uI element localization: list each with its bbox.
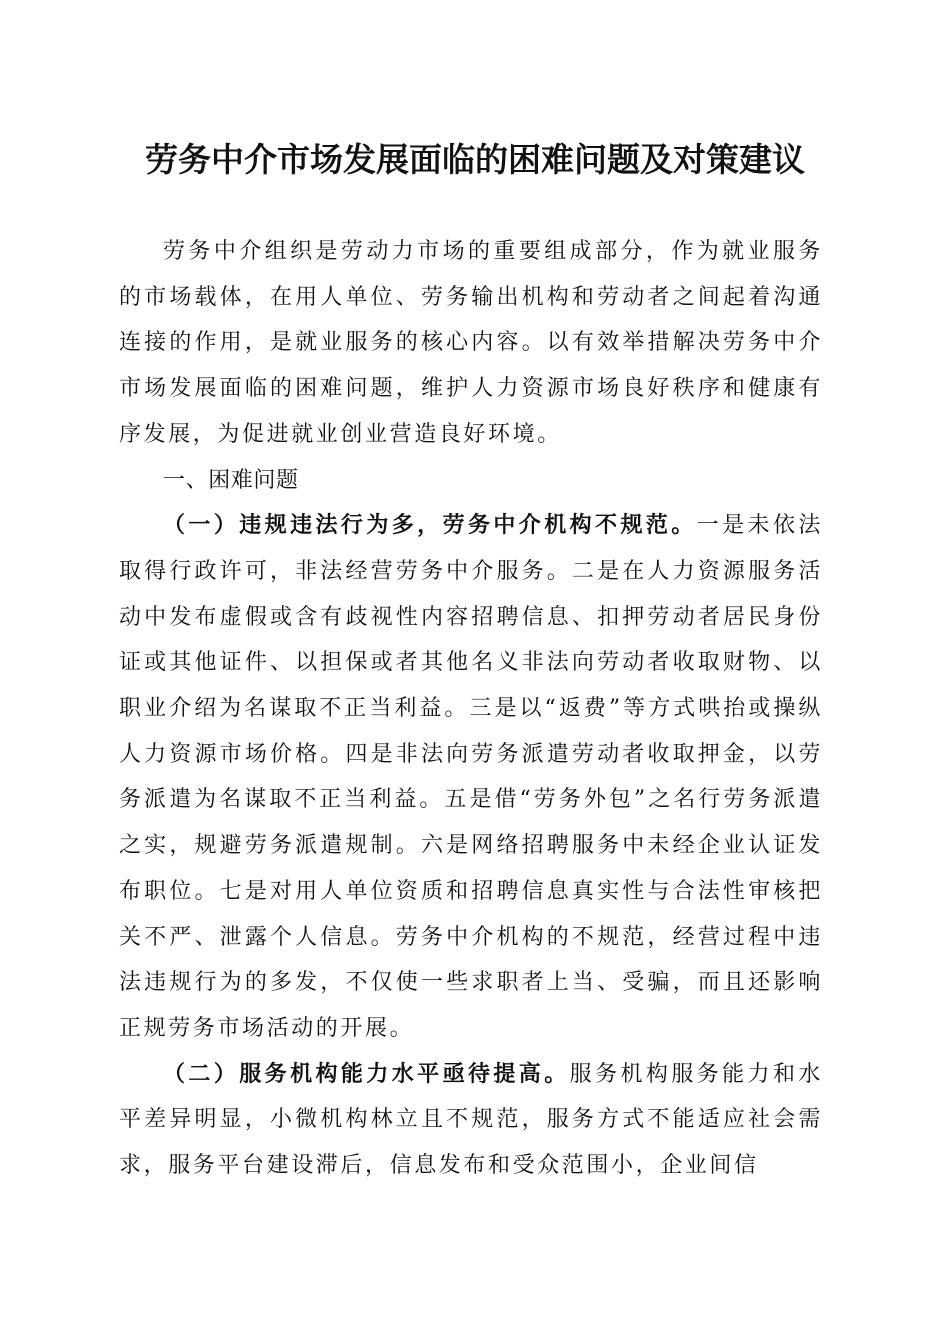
document-title: 劳务中介市场发展面临的困难问题及对策建议 (145, 140, 805, 179)
document-body (119, 229, 823, 1189)
item-2-lead: （二）服务机构能力水平亟待提高。 (163, 1060, 570, 1087)
intro-paragraph: 劳务中介组织是劳动力市场的重要组成部分，作为就业服务的市场载体，在用人单位、劳务输出机构和劳动者之间起着沟通连接的作用，是就业服务的核心内容。以有效举措解决劳务中介市场发展面临的困难问题，维护人力资源市场良好秩序和健康有序发展，为促进就业创业营造良好环境。 (119, 239, 823, 447)
item-1-lead: （一）违规违法行为多，劳务中介机构不规范。 (163, 512, 697, 539)
item-2-text: 服务机构服务能力和水平差异明显，小微机构林立且不规范，服务方式不能适应社会需求，服务平台建设滞后，信息发布和受众范围小，企业间信 (119, 1061, 823, 1179)
item-1-paragraph (119, 503, 823, 1051)
item-2-paragraph (119, 1052, 823, 1189)
item-1-text: 一是未依法取得行政许可，非法经营劳务中介服务。二是在人力资源服务活动中发布虚假或含有歧视性内容招聘信息、扣押劳动者居民身份证或其他证件、以担保或者其他名义非法向劳动者收取财物、以职业介绍为名谋取不正当利益。三是以“返费”等方式哄抬或操纵人力资源市场价格。四是非法向劳务派遣劳动者收取押金，以劳务派遣为名谋取不正当利益。五是借“劳务外包”之名行劳务派遣之实，规避劳务派遣规制。六是网络招聘服务中未经企业认证发布职位。七是对用人单位资质和招聘信息真实性与合法性审核把关不严、泄露个人信息。劳务中介机构的不规范，经营过程中违法违规行为的多发，不仅使一些求职者上当、受骗，而且还影响正规劳务市场活动的开展。 (119, 513, 823, 1041)
section-heading-difficulties: 一、困难问题 (163, 467, 299, 493)
